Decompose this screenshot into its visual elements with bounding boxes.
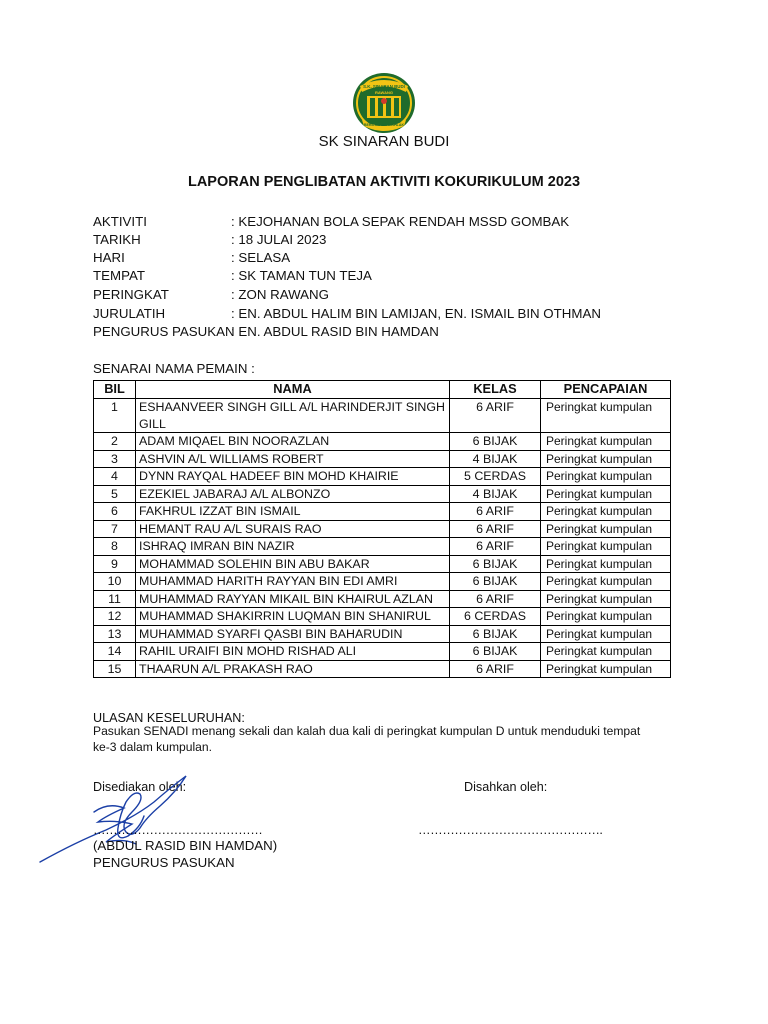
info-value: : SK TAMAN TUN TEJA [231,268,372,283]
school-logo [352,72,416,134]
cell-pencapaian: Peringkat kumpulan [541,520,671,538]
cell-nama: DYNN RAYQAL HADEEF BIN MOHD KHAIRIE [136,468,450,486]
cell-pencapaian: Peringkat kumpulan [541,450,671,468]
info-value: : 18 JULAI 2023 [231,232,327,247]
cell-bil: 5 [94,485,136,503]
info-value: : KEJOHANAN BOLA SEPAK RENDAH MSSD GOMBAK [231,214,570,229]
table-row [94,555,671,573]
info-key: TEMPAT [93,268,145,283]
table-row [94,643,671,661]
cell-pencapaian: Peringkat kumpulan [541,608,671,626]
summary-text: Pasukan SENADI menang sekali dan kalah dua kali di peringkat kumpulan D untuk menduduki tempat ke-3 dalam kumpulan. [93,724,641,754]
confirmed-by-label: Disahkan oleh: [464,780,548,794]
cell-pencapaian: Peringkat kumpulan [541,485,671,503]
logo-sub-text: RAWANG [375,90,393,95]
cell-kelas: 6 ARIF [450,538,541,556]
info-value: : EN. ABDUL HALIM BIN LAMIJAN, EN. ISMAIL BIN OTHMAN [231,306,601,321]
info-key: HARI [93,250,125,265]
cell-bil: 10 [94,573,136,591]
cell-nama: ISHRAQ IMRAN BIN NAZIR [136,538,450,556]
cell-bil: 14 [94,643,136,661]
table-row [94,625,671,643]
cell-kelas: 6 BIJAK [450,555,541,573]
logo-motto: BERILMU BERAKHLAK [363,123,405,127]
cell-bil: 11 [94,590,136,608]
logo-top-text: S.K. SINARAN BUDI [363,84,405,89]
cell-nama: THAARUN A/L PRAKASH RAO [136,660,450,678]
info-key: PERINGKAT [93,287,169,302]
table-row [94,660,671,678]
player-list-heading: SENARAI NAMA PEMAIN : [93,361,255,376]
cell-pencapaian: Peringkat kumpulan [541,555,671,573]
cell-bil: 8 [94,538,136,556]
cell-pencapaian: Peringkat kumpulan [541,399,671,433]
cell-kelas: 6 BIJAK [450,643,541,661]
cell-pencapaian: Peringkat kumpulan [541,643,671,661]
cell-nama: MUHAMMAD HARITH RAYYAN BIN EDI AMRI [136,573,450,591]
table-header-row [94,381,671,399]
cell-kelas: 6 ARIF [450,520,541,538]
col-header-kelas: KELAS [450,381,541,399]
prepared-by-label: Disediakan oleh: [93,780,187,794]
cell-nama: RAHIL URAIFI BIN MOHD RISHAD ALI [136,643,450,661]
cell-kelas: 6 BIJAK [450,573,541,591]
table-row [94,520,671,538]
col-header-nama: NAMA [136,381,450,399]
cell-kelas: 6 ARIF [450,660,541,678]
signer-role: PENGURUS PASUKAN [93,855,235,870]
table-row [94,573,671,591]
table-row [94,485,671,503]
cell-nama: FAKHRUL IZZAT BIN ISMAIL [136,503,450,521]
signer-name: (ABDUL RASID BIN HAMDAN) [93,838,278,853]
cell-nama: ADAM MIQAEL BIN NOORAZLAN [136,433,450,451]
cell-bil: 13 [94,625,136,643]
col-header-pencapaian: PENCAPAIAN [541,381,671,399]
cell-kelas: 6 ARIF [450,399,541,433]
signature-line-right: ………………………………………. [418,823,603,837]
table-row [94,590,671,608]
cell-pencapaian: Peringkat kumpulan [541,590,671,608]
signature-line-left: …………………………………… [93,823,263,837]
cell-bil: 2 [94,433,136,451]
table-row [94,450,671,468]
info-key: PENGURUS PASUKAN [93,324,235,339]
table-row [94,468,671,486]
cell-kelas: 4 BIJAK [450,450,541,468]
cell-nama: MUHAMMAD SHAKIRRIN LUQMAN BIN SHANIRUL [136,608,450,626]
info-key: TARIKH [93,232,141,247]
cell-nama: MUHAMMAD RAYYAN MIKAIL BIN KHAIRUL AZLAN [136,590,450,608]
cell-bil: 6 [94,503,136,521]
cell-bil: 15 [94,660,136,678]
summary-heading: ULASAN KESELURUHAN: [93,711,245,725]
table-row [94,433,671,451]
cell-kelas: 6 BIJAK [450,625,541,643]
table-row [94,503,671,521]
cell-bil: 3 [94,450,136,468]
table-row [94,538,671,556]
school-name: SK SINARAN BUDI [318,133,450,150]
cell-nama: MUHAMMAD SYARFI QASBI BIN BAHARUDIN [136,625,450,643]
col-header-bil: BIL [94,381,136,399]
cell-bil: 7 [94,520,136,538]
report-title: LAPORAN PENGLIBATAN AKTIVITI KOKURIKULUM 2023 [187,174,581,190]
player-table [93,380,671,678]
cell-pencapaian: Peringkat kumpulan [541,503,671,521]
cell-kelas: 5 CERDAS [450,468,541,486]
cell-nama: HEMANT RAU A/L SURAIS RAO [136,520,450,538]
cell-pencapaian: Peringkat kumpulan [541,625,671,643]
cell-nama: MOHAMMAD SOLEHIN BIN ABU BAKAR [136,555,450,573]
cell-kelas: 4 BIJAK [450,485,541,503]
cell-nama: EZEKIEL JABARAJ A/L ALBONZO [136,485,450,503]
info-key: AKTIVITI [93,214,147,229]
cell-kelas: 6 BIJAK [450,433,541,451]
table-row [94,399,671,433]
cell-pencapaian: Peringkat kumpulan [541,468,671,486]
cell-bil: 1 [94,399,136,433]
cell-bil: 9 [94,555,136,573]
info-value: : EN. ABDUL RASID BIN HAMDAN [231,324,439,339]
cell-pencapaian: Peringkat kumpulan [541,660,671,678]
cell-pencapaian: Peringkat kumpulan [541,573,671,591]
cell-pencapaian: Peringkat kumpulan [541,538,671,556]
cell-kelas: 6 ARIF [450,590,541,608]
cell-bil: 12 [94,608,136,626]
cell-pencapaian: Peringkat kumpulan [541,433,671,451]
info-key: JURULATIH [93,306,166,321]
table-row [94,608,671,626]
cell-nama: ASHVIN A/L WILLIAMS ROBERT [136,450,450,468]
cell-kelas: 6 CERDAS [450,608,541,626]
info-value: : SELASA [231,250,291,265]
cell-nama: ESHAANVEER SINGH GILL A/L HARINDERJIT SINGH GILL [136,399,450,433]
cell-bil: 4 [94,468,136,486]
info-value: : ZON RAWANG [231,287,329,302]
cell-kelas: 6 ARIF [450,503,541,521]
